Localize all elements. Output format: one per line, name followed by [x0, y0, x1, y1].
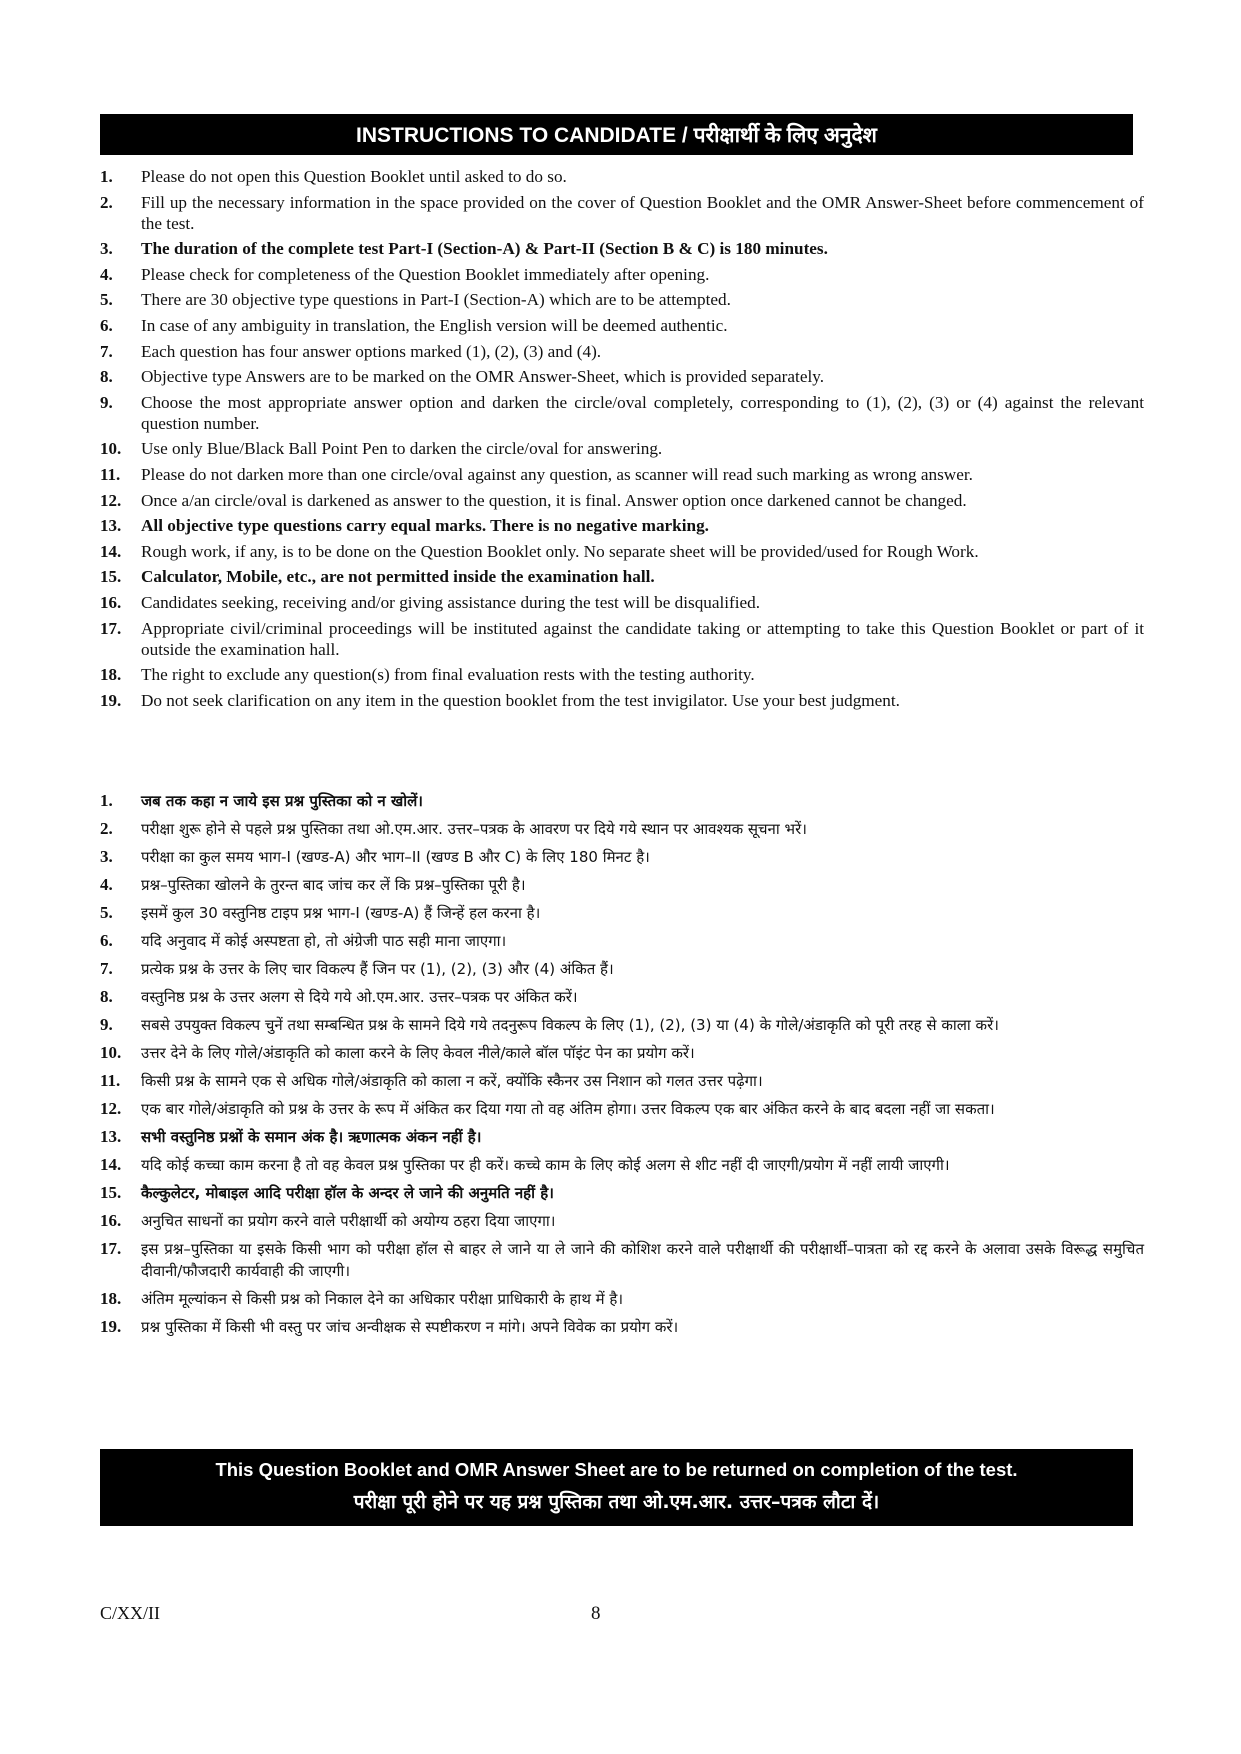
instruction-number: 8. [100, 987, 113, 1006]
instruction-text: इस प्रश्न–पुस्तिका या इसके किसी भाग को परीक्षा हॉल से बाहर ले जाने या ले जाने की कोशिश करने वाले परीक्षार्थी की परीक्षार्थी–पात्रता को रद्द करने के अलावा उसके विरूद्ध समुचित दीवानी/फौजदारी कार्यवाही की जाएगी। [141, 1240, 1144, 1280]
page-number: 8 [591, 1603, 601, 1624]
instruction-text: जब तक कहा न जाये इस प्रश्न पुस्तिका को न खोलें। [141, 792, 423, 810]
instruction-number: 14. [100, 541, 122, 561]
instruction-item [100, 790, 1144, 812]
instruction-number: 15. [100, 1183, 122, 1202]
instruction-item [100, 264, 1144, 285]
instruction-text: अनुचित साधनों का प्रयोग करने वाले परीक्षार्थी को अयोग्य ठहरा दिया जाएगा। [141, 1212, 556, 1230]
instruction-text: Please do not darken more than one circle/oval against any question, as scanner will read such marking as wrong answer. [141, 464, 973, 484]
instruction-number: 18. [100, 1289, 122, 1308]
instruction-item [100, 566, 1144, 587]
instruction-item [100, 438, 1144, 459]
instruction-number: 15. [100, 567, 122, 587]
instruction-text: Candidates seeking, receiving and/or giving assistance during the test will be disqualified. [141, 592, 761, 612]
instruction-number: 14. [100, 1155, 122, 1174]
instruction-text: उत्तर देने के लिए गोले/अंडाकृति को काला करने के लिए केवल नीले/काले बॉल पॉइंट पेन का प्रयोग करें। [141, 1044, 695, 1062]
instruction-text: Objective type Answers are to be marked on the OMR Answer-Sheet, which is provided separately. [141, 367, 824, 387]
instruction-number: 7. [100, 341, 113, 361]
instruction-item [100, 238, 1144, 259]
instruction-text: सबसे उपयुक्त विकल्प चुनें तथा सम्बन्धित प्रश्न के सामने दिये गये तदनुरूप विकल्प के लिए (1), (2), (3) या (4) के गोले/अंडाकृति को पूरी तरह से काला करें। [141, 1016, 999, 1034]
instruction-number: 6. [100, 931, 113, 950]
instruction-number: 7. [100, 959, 113, 978]
instruction-text: Please do not open this Question Booklet until asked to do so. [141, 167, 567, 186]
instruction-item [100, 1316, 1144, 1338]
instruction-text: यदि अनुवाद में कोई अस्पष्टता हो, तो अंग्रेजी पाठ सही माना जाएगा। [141, 932, 507, 950]
instruction-text: In case of any ambiguity in translation, the English version will be deemed authentic. [141, 315, 728, 335]
instruction-item [100, 192, 1144, 234]
instruction-number: 1. [100, 167, 113, 186]
hindi-instructions-list [100, 790, 1144, 1344]
instruction-number: 5. [100, 290, 113, 310]
instruction-item [100, 1126, 1144, 1148]
instruction-item [100, 1288, 1144, 1310]
instruction-number: 9. [100, 392, 113, 412]
instruction-text: प्रश्न–पुस्तिका खोलने के तुरन्त बाद जांच कर लें कि प्रश्न–पुस्तिका पूरी है। [141, 876, 526, 894]
instruction-number: 11. [100, 464, 121, 484]
instruction-item [100, 541, 1144, 562]
instruction-number: 19. [100, 1317, 122, 1336]
instruction-text: किसी प्रश्न के सामने एक से अधिक गोले/अंडाकृति को काला न करें, क्योंकि स्कैनर उस निशान को गलत उत्तर पढ़ेगा। [141, 1072, 763, 1090]
return-notice-english: This Question Booklet and OMR Answer Sheet are to be returned on completion of the test. [215, 1459, 1018, 1480]
return-notice-banner [100, 1449, 1133, 1526]
instruction-text: वस्तुनिष्ठ प्रश्न के उत्तर अलग से दिये गये ओ.एम.आर. उत्तर–पत्रक पर अंकित करें। [141, 988, 578, 1006]
instruction-item [100, 392, 1144, 434]
instruction-item [100, 664, 1144, 685]
return-notice-hindi: परीक्षा पूरी होने पर यह प्रश्न पुस्तिका तथा ओ.एम.आर. उत्तर–पत्रक लौटा दें। [353, 1491, 880, 1513]
instruction-item [100, 289, 1144, 310]
instruction-text: The right to exclude any question(s) from final evaluation rests with the testing authority. [141, 665, 755, 685]
instruction-text: परीक्षा का कुल समय भाग-I (खण्ड-A) और भाग–II (खण्ड B और C) के लिए 180 मिनट है। [141, 848, 650, 866]
instruction-item [100, 818, 1144, 840]
instruction-item [100, 166, 1144, 187]
instruction-number: 10. [100, 439, 122, 459]
instruction-number: 3. [100, 847, 113, 866]
instruction-number: 1. [100, 791, 113, 810]
instruction-text: Do not seek clarification on any item in the question booklet from the test invigilator. Use your best judgment. [141, 690, 900, 710]
instruction-item [100, 1154, 1144, 1176]
instruction-text: Appropriate civil/criminal proceedings will be instituted against the candidate taking or attempting to take this Question Booklet or part of it outside the examination hall. [141, 618, 1144, 659]
instruction-number: 13. [100, 516, 122, 536]
instruction-item [100, 315, 1144, 336]
instruction-item [100, 464, 1144, 485]
instruction-number: 17. [100, 1239, 122, 1258]
instruction-text: परीक्षा शुरू होने से पहले प्रश्न पुस्तिका तथा ओ.एम.आर. उत्तर–पत्रक के आवरण पर दिये गये स्थान पर आवश्यक सूचना भरें। [141, 820, 807, 838]
instruction-item [100, 902, 1144, 924]
instruction-text: The duration of the complete test Part-I (Section-A) & Part-II (Section B & C) is 180 minutes. [141, 239, 828, 259]
instruction-item [100, 846, 1144, 868]
instruction-number: 10. [100, 1043, 122, 1062]
instruction-number: 13. [100, 1127, 122, 1146]
instruction-item [100, 1070, 1144, 1092]
instruction-item [100, 1042, 1144, 1064]
instruction-text: Calculator, Mobile, etc., are not permitted inside the examination hall. [141, 567, 655, 587]
instruction-text: सभी वस्तुनिष्ठ प्रश्नों के समान अंक है। ऋणात्मक अंकन नहीं है। [141, 1128, 482, 1146]
instruction-text: Please check for completeness of the Question Booklet immediately after opening. [141, 264, 710, 284]
english-instructions-list [100, 166, 1144, 715]
instruction-item [100, 341, 1144, 362]
booklet-code: C/XX/II [100, 1603, 160, 1623]
instruction-item [100, 1210, 1144, 1232]
instruction-item [100, 874, 1144, 896]
instruction-item [100, 515, 1144, 536]
instruction-number: 18. [100, 665, 122, 685]
instruction-text: Choose the most appropriate answer option and darken the circle/oval completely, corresponding to (1), (2), (3) or (4) against the relevant question number. [141, 392, 1144, 433]
instruction-text: प्रत्येक प्रश्न के उत्तर के लिए चार विकल्प हैं जिन पर (1), (2), (3) और (4) अंकित हैं। [141, 960, 614, 978]
instruction-item [100, 1098, 1144, 1120]
instruction-number: 12. [100, 1099, 122, 1118]
instruction-item [100, 490, 1144, 511]
instruction-number: 6. [100, 315, 113, 335]
instruction-item [100, 1182, 1144, 1204]
instruction-item [100, 366, 1144, 387]
instruction-text: यदि कोई कच्चा काम करना है तो वह केवल प्रश्न पुस्तिका पर ही करें। कच्चे काम के लिए कोई अलग से शीट नहीं दी जाएगी/प्रयोग में नहीं लायी जाएगी। [141, 1156, 950, 1174]
instruction-number: 4. [100, 264, 113, 284]
instructions-header: INSTRUCTIONS TO CANDIDATE / परीक्षार्थी के लिए अनुदेश [100, 114, 1133, 155]
instruction-number: 5. [100, 903, 113, 922]
instruction-number: 3. [100, 239, 113, 259]
instruction-item [100, 1238, 1144, 1282]
instruction-text: All objective type questions carry equal marks. There is no negative marking. [141, 516, 709, 536]
instruction-number: 4. [100, 875, 113, 894]
instruction-number: 16. [100, 592, 122, 612]
instruction-text: प्रश्न पुस्तिका में किसी भी वस्तु पर जांच अन्वीक्षक से स्पष्टीकरण न मांगे। अपने विवेक का प्रयोग करें। [141, 1318, 679, 1336]
instruction-item [100, 930, 1144, 952]
instruction-number: 8. [100, 367, 113, 387]
instruction-text: Use only Blue/Black Ball Point Pen to darken the circle/oval for answering. [141, 439, 663, 459]
instruction-text: Fill up the necessary information in the space provided on the cover of Question Booklet and the OMR Answer-Sheet before commencement of the test. [141, 192, 1144, 233]
instruction-text: कैल्कुलेटर, मोबाइल आदि परीक्षा हॉल के अन्दर ले जाने की अनुमति नहीं है। [141, 1184, 554, 1202]
instruction-text: इसमें कुल 30 वस्तुनिष्ठ टाइप प्रश्न भाग-I (खण्ड-A) हैं जिन्हें हल करना है। [141, 904, 541, 922]
instruction-number: 19. [100, 690, 122, 710]
instruction-number: 9. [100, 1015, 113, 1034]
instruction-text: There are 30 objective type questions in Part-I (Section-A) which are to be attempted. [141, 290, 731, 310]
instruction-number: 2. [100, 819, 113, 838]
instruction-item [100, 986, 1144, 1008]
instruction-text: Once a/an circle/oval is darkened as answer to the question, it is final. Answer option once darkened cannot be changed. [141, 490, 967, 510]
instruction-text: Rough work, if any, is to be done on the Question Booklet only. No separate sheet will be provided/used for Rough Work. [141, 541, 979, 561]
instruction-text: एक बार गोले/अंडाकृति को प्रश्न के उत्तर के रूप में अंकित कर दिया गया तो वह अंतिम होगा। उत्तर विकल्प एक बार अंकित करने के बाद बदला नहीं जा सकता। [141, 1100, 995, 1118]
instruction-item [100, 618, 1144, 660]
instruction-number: 16. [100, 1211, 122, 1230]
instruction-item [100, 958, 1144, 980]
instruction-number: 2. [100, 192, 113, 212]
instruction-number: 11. [100, 1071, 121, 1090]
instruction-item [100, 690, 1144, 711]
instruction-number: 12. [100, 490, 122, 510]
instruction-item [100, 1014, 1144, 1036]
instruction-item [100, 592, 1144, 613]
instruction-number: 17. [100, 618, 122, 638]
instruction-text: Each question has four answer options marked (1), (2), (3) and (4). [141, 341, 602, 361]
instruction-text: अंतिम मूल्यांकन से किसी प्रश्न को निकाल देने का अधिकार परीक्षा प्राधिकारी के हाथ में है। [141, 1290, 624, 1308]
